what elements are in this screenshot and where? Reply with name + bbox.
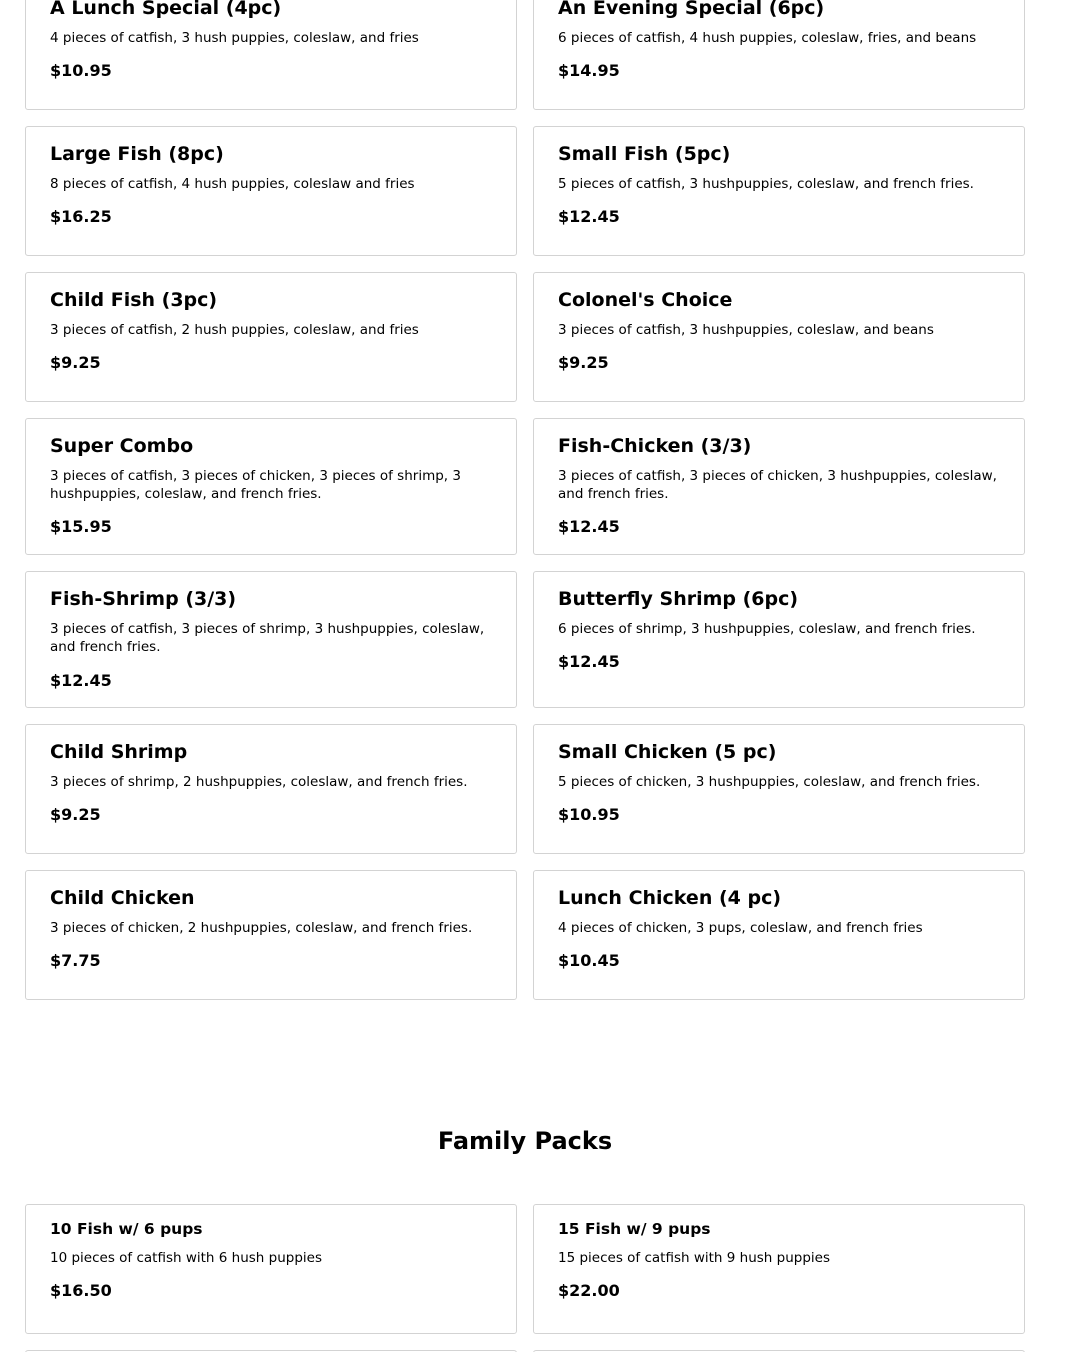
menu-item-price: $10.95 [558, 805, 620, 824]
menu-item-card[interactable] [25, 126, 517, 256]
menu-item-description: 6 pieces of shrimp, 3 hushpuppies, coleslaw, and french fries. [558, 621, 976, 637]
menu-item-card[interactable] [25, 571, 517, 708]
menu-item-description: 5 pieces of chicken, 3 hushpuppies, coleslaw, and french fries. [558, 774, 981, 790]
menu-item-price: $15.95 [50, 517, 112, 536]
menu-item-description: 3 pieces of catfish, 3 pieces of shrimp, 3 hushpuppies, coleslaw, and french fries. [50, 621, 485, 655]
menu-item-title: Super Combo [50, 435, 194, 457]
menu-item-title: An Evening Special (6pc) [558, 0, 825, 19]
menu-item-price: $10.45 [558, 951, 620, 970]
menu-item-card[interactable] [533, 571, 1025, 708]
menu-item-title: Small Fish (5pc) [558, 143, 731, 165]
family-pack-price: $16.50 [50, 1281, 112, 1300]
menu-item-title: Fish-Chicken (3/3) [558, 435, 752, 457]
menu-item-card[interactable] [25, 724, 517, 854]
menu-item-description: 3 pieces of catfish, 3 pieces of chicken, 3 hushpuppies, coleslaw, and french fries. [558, 468, 997, 502]
family-pack-title: 15 Fish w/ 9 pups [558, 1220, 711, 1238]
family-pack-price: $22.00 [558, 1281, 620, 1300]
menu-item-card[interactable] [533, 0, 1025, 110]
menu-item-title: Butterfly Shrimp (6pc) [558, 588, 799, 610]
menu-item-description: 5 pieces of catfish, 3 hushpuppies, coleslaw, and french fries. [558, 176, 974, 192]
menu-item-title: Child Chicken [50, 887, 195, 909]
menu-item-description: 6 pieces of catfish, 4 hush puppies, coleslaw, fries, and beans [558, 30, 977, 46]
family-pack-description: 10 pieces of catfish with 6 hush puppies [50, 1250, 322, 1266]
menu-item-price: $7.75 [50, 951, 101, 970]
menu-item-description: 3 pieces of catfish, 3 hushpuppies, coleslaw, and beans [558, 322, 934, 338]
menu-item-price: $9.25 [50, 353, 101, 372]
menu-item-price: $12.45 [558, 207, 620, 226]
menu-item-card[interactable] [533, 724, 1025, 854]
menu-item-card[interactable] [25, 272, 517, 402]
family-pack-card[interactable] [25, 1204, 517, 1334]
menu-item-description: 3 pieces of catfish, 2 hush puppies, coleslaw, and fries [50, 322, 419, 338]
menu-item-price: $9.25 [50, 805, 101, 824]
menu-item-price: $9.25 [558, 353, 609, 372]
menu-item-card[interactable] [25, 870, 517, 1000]
menu-item-description: 3 pieces of catfish, 3 pieces of chicken, 3 pieces of shrimp, 3 hushpuppies, coleslaw, and french fries. [50, 468, 461, 502]
family-pack-card[interactable] [533, 1204, 1025, 1334]
menu-item-title: Child Fish (3pc) [50, 289, 218, 311]
menu-item-title: Fish-Shrimp (3/3) [50, 588, 237, 610]
menu-item-card[interactable] [533, 418, 1025, 555]
menu-item-description: 4 pieces of catfish, 3 hush puppies, coleslaw, and fries [50, 30, 419, 46]
menu-item-card[interactable] [533, 126, 1025, 256]
menu-item-title: A Lunch Special (4pc) [50, 0, 282, 19]
menu-item-price: $12.45 [558, 652, 620, 671]
family-pack-description: 15 pieces of catfish with 9 hush puppies [558, 1250, 830, 1266]
menu-item-title: Child Shrimp [50, 741, 188, 763]
menu-item-card[interactable] [25, 0, 517, 110]
menu-item-description: 4 pieces of chicken, 3 pups, coleslaw, and french fries [558, 920, 923, 936]
menu-item-price: $12.45 [558, 517, 620, 536]
menu-item-title: Lunch Chicken (4 pc) [558, 887, 782, 909]
menu-item-price: $14.95 [558, 61, 620, 80]
section-title-family-packs: Family Packs [437, 1127, 613, 1155]
menu-item-title: Colonel's Choice [558, 289, 733, 311]
menu-item-title: Small Chicken (5 pc) [558, 741, 777, 763]
menu-item-price: $12.45 [50, 671, 112, 690]
menu-item-title: Large Fish (8pc) [50, 143, 224, 165]
menu-item-card[interactable] [533, 272, 1025, 402]
family-pack-title: 10 Fish w/ 6 pups [50, 1220, 203, 1238]
menu-item-price: $16.25 [50, 207, 112, 226]
menu-item-description: 3 pieces of shrimp, 2 hushpuppies, coleslaw, and french fries. [50, 774, 468, 790]
menu-item-description: 8 pieces of catfish, 4 hush puppies, coleslaw and fries [50, 176, 415, 192]
menu-item-description: 3 pieces of chicken, 2 hushpuppies, coleslaw, and french fries. [50, 920, 473, 936]
menu-item-price: $10.95 [50, 61, 112, 80]
menu-item-card[interactable] [533, 870, 1025, 1000]
menu-item-card[interactable] [25, 418, 517, 555]
